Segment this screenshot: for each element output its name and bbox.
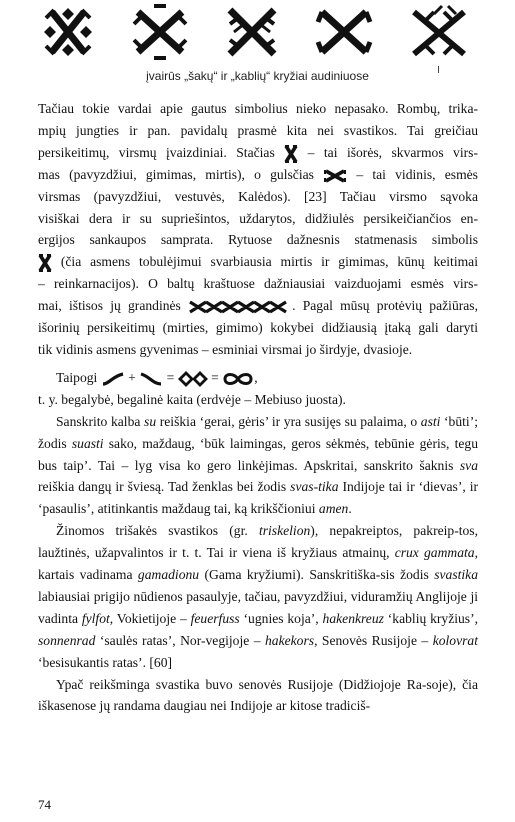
text-line: Tačiau tokie vardai apie gautus simbolius nieko nepasako. Rombų, trika- <box>38 101 478 116</box>
text-fragment: , Senovės Rusijoje – <box>314 632 429 648</box>
term-hakekors: hakekors <box>264 632 315 648</box>
plus-sign: + <box>128 369 136 385</box>
comma: , <box>254 369 258 385</box>
text-fragment: sako, maždaug, ‘būk laimingas, geros sėkmės, tebūnie gėris, tegu bus taip’. Tai – lyg visa ko gero linkėjimas. Apskritai, sanskrito šaknis <box>38 435 478 473</box>
text-line: tik vidinis asmens gyvenimas – esminiai virsmai jo širdyje, dvasioje. <box>38 341 413 357</box>
text-line <box>38 164 478 186</box>
text-fragment: ‘besisukantis ratas’. [60] <box>38 654 173 670</box>
text-fragment: , Vokietijoje – <box>109 610 187 626</box>
text-fragment: . <box>348 501 352 517</box>
term-gamadionu: gamadionu <box>137 567 200 583</box>
text-fragment: . Pagal mūsų protėvių pažiūras, <box>292 298 478 314</box>
paragraph-2: t. y. begalybė, begalinė kaita (erdvėje – Mebiuso juosta). <box>38 391 346 407</box>
text-line: išorinių persikeitimų (mirties, gimimo) kokybei didžiausią įtaką gali daryti <box>38 320 478 336</box>
text-fragment: reiškia ‘gerai, gėris’ ir yra susijęs su palaima, o <box>159 413 418 429</box>
paragraph-5: Ypač reikšminga svastika buvo senovės Rusijoje (Didžiojoje Ra-soje), čia iškasenose jų randama daugiau nei Indijoje ar kitose tradiciš- <box>38 676 478 714</box>
text-fragment: mas (pavyzdžiui, gimimas, mirtis), o gulsčias <box>38 166 314 182</box>
standing-x-cross-icon <box>284 144 298 164</box>
text-line <box>38 142 478 164</box>
text-fragment: labiausiai prigijo nūdienos pasaulyje, tačiau, pavyzdžiui, viduramžių Anglijoje ji vadinta <box>38 588 478 626</box>
curve-down-icon <box>139 372 163 386</box>
x-chain-icon <box>188 300 292 314</box>
text-fragment: reiškia dangų ir šviesą. Tad ženklas bei žodis <box>38 479 287 495</box>
hooked-swastika-icon <box>318 12 370 52</box>
text-fragment: ‘saulės ratas’, Nor-vegijoje – <box>99 632 261 648</box>
lying-x-cross-icon <box>323 169 347 183</box>
term-su: su <box>144 413 157 429</box>
branch-cross-icon <box>230 10 274 54</box>
infinity-icon <box>222 371 254 387</box>
crop-mark <box>438 66 439 73</box>
text-fragment: mai, ištisos jų grandinės <box>38 298 181 314</box>
text-line: – reinkarnacijos). O baltų kraštuose dažniausiai vaizduojami esmės virs- <box>38 276 478 292</box>
term-svastika: svastika <box>434 567 478 583</box>
symbol-equation <box>38 367 478 389</box>
standing-x-cross-icon <box>38 253 52 273</box>
term-crux-gammata: crux gammata <box>394 545 475 561</box>
paragraph-4 <box>38 520 478 673</box>
text-fragment: ‘ugnies koja’, <box>243 610 319 626</box>
textile-crosses-strip <box>40 2 480 62</box>
term-feuerfuss: feuerfuss <box>190 610 240 626</box>
text-line <box>38 251 478 273</box>
text-fragment: ‘kablių kryžius’, <box>387 610 479 626</box>
term-svastika: svas-tika <box>290 479 339 495</box>
text-line: ergijos sankaupos samprata. Rytuose dažnesnis statmenasis simbolis <box>38 232 478 248</box>
swastika-pattern-icon <box>44 8 92 56</box>
term-sonnenrad: sonnenrad <box>38 632 96 648</box>
text-fragment: Žinomos trišakės svastikos (gr. <box>56 523 248 539</box>
branch-swastika-icon <box>414 6 464 54</box>
text-line: mpių jungties ir pan. pavidalų prasmė kita nei svastikos. Tai greičiau <box>38 122 478 138</box>
term-triskelion: triskelion <box>258 523 311 539</box>
equation-word: Taipogi <box>56 369 98 385</box>
equals-sign: = <box>166 369 175 385</box>
text-fragment: (čia asmens tobulėjimui svarbiausia mirtis ir gimimas, kūnų keitimai <box>60 254 478 270</box>
curve-up-icon <box>101 372 125 386</box>
term-suasti: suasti <box>71 435 104 451</box>
text-line: visiškai dera ir su supriešintos, uždarytos, didžiulės persikeičiančios en- <box>38 210 478 226</box>
term-sva: sva <box>459 457 478 473</box>
term-hakenkreuz: hakenkreuz <box>322 610 384 626</box>
text-line <box>38 295 478 317</box>
term-fylfot: fylfot <box>81 610 110 626</box>
text-fragment: (Gama kryžiumi). Sanskritiška-sis žodis <box>204 567 429 583</box>
page-number: 74 <box>38 797 51 812</box>
text-fragment: Indijoje tai ir ‘dievas’, ir ‘pasaulis’, atitinkantis maždaug tai, ką krikščioniui <box>38 479 479 517</box>
text-fragment: , kartais vadinama <box>38 545 478 583</box>
double-diamond-icon <box>178 371 208 387</box>
term-amen: amen <box>318 501 349 517</box>
paragraph-3 <box>38 411 478 521</box>
term-kolovrat: kolovrat <box>432 632 478 648</box>
text-line: virsmas (pavyzdžiui, vestuvės, Kalėdos). [23] Tačiau virsmo sąvoka <box>38 188 478 204</box>
text-fragment: – tai išorės, skvarmos virs- <box>307 144 478 160</box>
text-fragment: – tai vidinis, esmės <box>356 166 478 182</box>
text-fragment: ‘būti’; žodis <box>38 413 479 451</box>
equals-sign: = <box>211 369 219 385</box>
term-asti: asti <box>420 413 441 429</box>
text-fragment: persikeitimų, virsmų įvaizdiniai. Stačias <box>38 144 275 160</box>
paragraph-1 <box>38 98 478 361</box>
hooked-cross-icon <box>134 6 186 58</box>
text-fragment: Sanskrito kalba <box>56 413 141 429</box>
text-fragment: ), nepakreiptos, pakreip-tos, laužtinės, užapvalintos ir t. t. Tai ir viena iš kryžiaus atmainų, <box>38 523 478 561</box>
main-text <box>38 98 478 717</box>
figure-caption: įvairūs „šakų“ ir „kablių“ kryžiai audiniuose <box>146 69 369 83</box>
